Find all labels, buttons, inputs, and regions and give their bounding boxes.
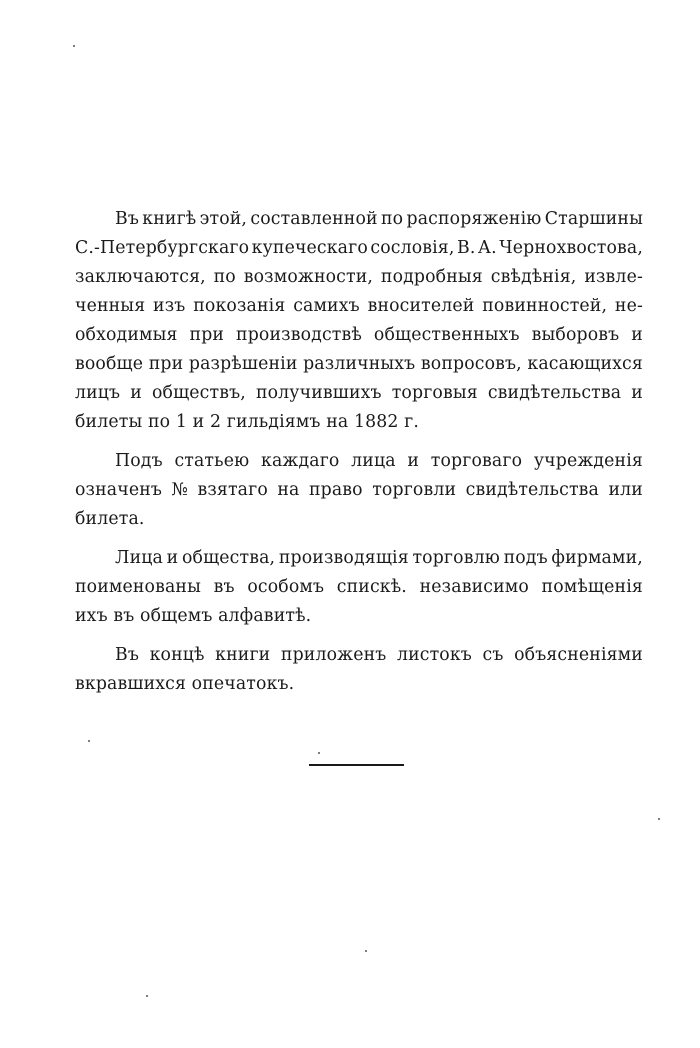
scan-speck xyxy=(318,752,320,754)
text-line: Въ концѣ книги приложенъ листокъ съ объясненіями xyxy=(115,645,643,665)
preface-text xyxy=(75,205,643,699)
text-line: Въ книгѣ этой, составленной по распоряженію Старшины xyxy=(115,209,643,229)
scan-speck xyxy=(88,740,90,742)
scan-speck xyxy=(365,950,367,952)
text-line: вообще при разрѣшеніи различныхъ вопросовъ, касающихся xyxy=(75,354,643,374)
text-line: ченныя изъ покозанія самихъ вносителей повинностей, не- xyxy=(75,296,643,316)
text-line: Подъ статьею каждаго лица и торговаго учрежденія xyxy=(115,451,643,471)
scan-speck xyxy=(146,995,148,997)
text-line: поименованы въ особомъ спискѣ. независимо помѣщенія xyxy=(75,577,643,597)
text-line: вкравшихся опечатокъ. xyxy=(75,674,295,694)
text-line: билета. xyxy=(75,509,145,529)
scan-speck xyxy=(73,45,75,47)
text-line: С.-Петербургскаго купеческаго сословія, В. А. Чернохвостова, xyxy=(75,238,643,258)
text-line: лицъ и обществъ, получившихъ торговыя свидѣтельства и xyxy=(75,383,643,403)
text-line: заключаются, по возможности, подробныя свѣдѣнія, извле- xyxy=(75,267,643,287)
text-line: означенъ № взятаго на право торговли свидѣтельства или xyxy=(75,480,643,500)
scan-speck xyxy=(658,818,660,820)
text-line: обходимыя при производствѣ общественныхъ выборовъ и xyxy=(75,325,643,345)
text-line: ихъ въ общемъ алфавитѣ. xyxy=(75,606,312,626)
text-line: билеты по 1 и 2 гильдіямъ на 1882 г. xyxy=(75,412,420,432)
text-line: Лица и общества, производящія торговлю подъ фирмами, xyxy=(115,548,643,568)
closing-rule xyxy=(309,764,404,766)
